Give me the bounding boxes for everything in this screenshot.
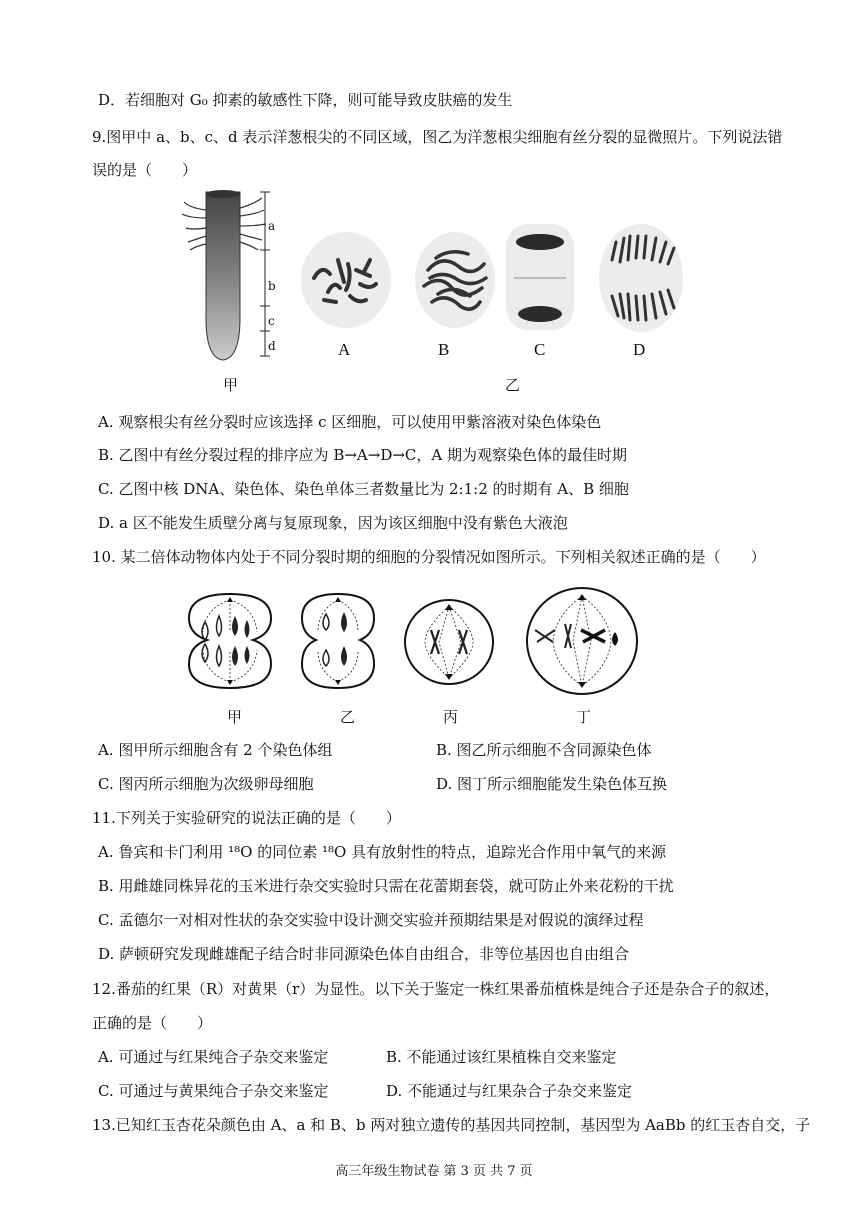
q12-option-b: B. 不能通过该红果植株自交来鉴定 [386, 1048, 617, 1066]
zone-label-d: d [268, 339, 276, 353]
mitosis-cell-d [598, 222, 684, 334]
mitosis-cell-a [300, 230, 392, 330]
q10-option-d: D. 图丁所示细胞能发生染色体互换 [436, 775, 668, 793]
mitosis-cell-c [504, 222, 576, 332]
q8-option-d: D．若细胞对 G₀ 抑素的敏感性下降，则可能导致皮肤癌的发生 [98, 91, 513, 109]
q12-option-c: C. 可通过与黄果纯合子杂交来鉴定 [98, 1082, 329, 1100]
q9-stem-line2: 误的是（ ） [92, 161, 198, 179]
cell-bing-figure [403, 598, 495, 686]
cell-label-c: C [534, 340, 546, 359]
fig10-label-yi: 乙 [340, 708, 356, 726]
q9-stem-line1: 9.图甲中 a、b、c、d 表示洋葱根尖的不同区域，图乙为洋葱根尖细胞有丝分裂的显微照片。下列说法错 [92, 128, 783, 146]
cell-label-a: A [338, 340, 351, 359]
q13-stem: 13.已知红玉杏花朵颜色由 A、a 和 B、b 两对独立遗传的基因共同控制，基因型为 AaBb 的红玉杏自交，子 [92, 1116, 811, 1134]
cell-label-b: B [438, 340, 450, 359]
q10-stem: 10. 某二倍体动物体内处于不同分裂时期的细胞的分裂情况如图所示。下列相关叙述正确的是（ ） [92, 548, 766, 566]
q9-option-a: A. 观察根尖有丝分裂时应该选择 c 区细胞，可以使用甲紫溶液对染色体染色 [98, 413, 602, 431]
q12-stem-line1: 12.番茄的红果（R）对黄果（r）为显性。以下关于鉴定一株红果番茄植株是纯合子还是杂合子的叙述， [92, 980, 780, 998]
q11-option-d: D. 萨顿研究发现雌雄配子结合时非同源染色体自由组合，非等位基因也自由组合 [98, 945, 630, 963]
fig10-label-ding: 丁 [576, 708, 592, 726]
cell-yi-figure [298, 588, 378, 694]
q11-stem: 11.下列关于实验研究的说法正确的是（ ） [92, 809, 401, 827]
q9-option-d: D. a 区不能发生质壁分离与复原现象，因为该区细胞中没有紫色大液泡 [98, 514, 568, 532]
figure-jia-caption: 甲 [223, 376, 239, 394]
q10-option-b: B. 图乙所示细胞不含同源染色体 [436, 741, 652, 759]
fig10-label-jia: 甲 [227, 708, 243, 726]
page-footer: 高三年级生物试卷 第 3 页 共 7 页 [335, 1164, 533, 1179]
q10-option-a: A. 图甲所示细胞含有 2 个染色体组 [98, 741, 333, 759]
mitosis-cell-b [414, 230, 496, 330]
figure-yi-caption: 乙 [505, 376, 521, 394]
q9-option-c: C. 乙图中核 DNA、染色体、染色单体三者数量比为 2:1:2 的时期有 A、B 细胞 [98, 480, 629, 498]
q11-option-b: B. 用雌雄同株异花的玉米进行杂交实验时只需在花蕾期套袋，就可防止外来花粉的干扰 [98, 877, 674, 895]
cell-jia-figure [185, 588, 275, 694]
zone-label-b: b [268, 279, 276, 293]
q12-stem-line2: 正确的是（ ） [92, 1014, 213, 1032]
q9-option-b: B. 乙图中有丝分裂过程的排序应为 B→A→D→C，A 期为观察染色体的最佳时期 [98, 446, 627, 464]
fig10-label-bing: 丙 [443, 708, 459, 726]
q11-option-c: C. 孟德尔一对相对性状的杂交实验中设计测交实验并预期结果是对假说的演绎过程 [98, 911, 644, 929]
cell-label-d: D [633, 340, 646, 359]
zone-label-c: c [268, 314, 275, 328]
q12-option-a: A. 可通过与红果纯合子杂交来鉴定 [98, 1048, 329, 1066]
q11-option-a: A. 鲁宾和卡门利用 ¹⁸O 的同位素 ¹⁸O 具有放射性的特点，追踪光合作用中氧气的来源 [98, 843, 667, 861]
cell-ding-figure [525, 586, 639, 696]
q10-option-c: C. 图丙所示细胞为次级卵母细胞 [98, 775, 314, 793]
zone-label-a: a [268, 219, 276, 233]
q12-option-d: D. 不能通过与红果杂合子杂交来鉴定 [386, 1082, 633, 1100]
